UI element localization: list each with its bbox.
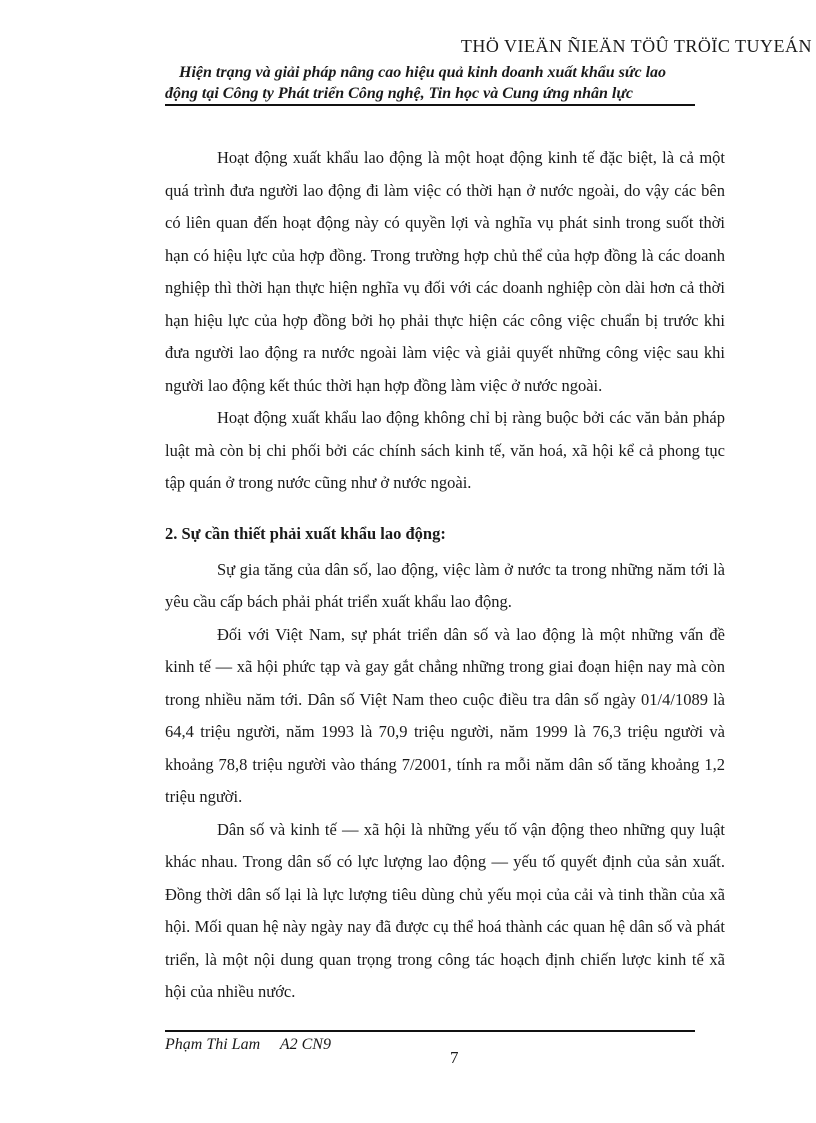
paragraph: Hoạt động xuất khẩu lao động không chỉ bị ràng buộc bởi các văn bản pháp luật mà còn bị chi phối bởi các chính sách kinh tế, văn hoá, xã hội kể cả phong tục tập quán ở trong nước cũng như ở nước ngoài. (165, 408, 725, 492)
header-line-2: động tại Công ty Phát triển Công nghệ, Tin học và Cung ứng nhân lực (165, 85, 634, 102)
page-number: 7 (450, 1048, 459, 1067)
paragraph: Sự gia tăng của dân số, lao động, việc làm ở nước ta trong những năm tới là yêu cầu cấp bách phải phát triển xuất khẩu lao động. (165, 559, 725, 611)
paragraph: Dân số và kinh tế — xã hội là những yếu tố vận động theo những quy luật khác nhau. Trong dân số có lực lượng lao động — yếu tố quyết định của sản xuất. Đồng thời dân số lại là lực lượng tiêu dùng chủ yếu mọi của cải và tinh thần của xã hội. Mối quan hệ này ngày nay đã được cụ thể hoá thành các quan hệ dân số và phát triển, là một nội dung quan trọng trong công tác hoạch định chiến lược kinh tế xã hội của nhiều nước. (165, 819, 725, 1001)
header-line-1: Hiện trạng và giải pháp nâng cao hiệu quả kinh doanh xuất khẩu sức lao (179, 64, 667, 81)
watermark-text: THÖ VIEÄN ÑIEÄN TÖÛ TRÖÏC TUYEÁN (460, 36, 812, 56)
paragraph: Hoạt động xuất khẩu lao động là một hoạt động kinh tế đặc biệt, là cả một quá trình đưa người lao động đi làm việc có thời hạn ở nước ngoài, do vậy các bên có liên quan đến hoạt động này có quyền lợi và nghĩa vụ phát sinh trong suốt thời hạn có hiệu lực của hợp đồng. Trong trường hợp chủ thể của hợp đồng là các doanh nghiệp thì thời hạn thực hiện nghĩa vụ đối với các doanh nghiệp còn dài hơn cả thời hạn hiệu lực của hợp đồng bởi họ phải thực hiện các công việc chuẩn bị trước khi đưa người lao động ra nước ngoài làm việc và giải quyết những công việc sau khi người lao động kết thúc thời hạn hợp đồng làm việc ở nước ngoài. (165, 148, 725, 395)
section-heading: 2. Sự cần thiết phải xuất khẩu lao động: (165, 523, 446, 543)
paragraph: Đối với Việt Nam, sự phát triển dân số và lao động là một những vấn đề kinh tế — xã hội phức tạp và gay gắt chẳng những trong giai đoạn hiện nay mà còn trong nhiều năm tới. Dân số Việt Nam theo cuộc điều tra dân số ngày 01/4/1089 là 64,4 triệu người, năm 1993 là 70,9 triệu người, năm 1999 là 76,3 triệu người và khoảng 78,8 triệu người vào tháng 7/2001, tính ra mỗi năm dân số tăng khoảng 1,2 triệu người. (165, 624, 725, 806)
header-divider (165, 104, 695, 106)
footer-author: Phạm Thi Lam A2 CN9 (165, 1036, 331, 1053)
document-body (165, 142, 725, 1009)
document-header (165, 62, 705, 104)
footer-divider (165, 1030, 695, 1032)
